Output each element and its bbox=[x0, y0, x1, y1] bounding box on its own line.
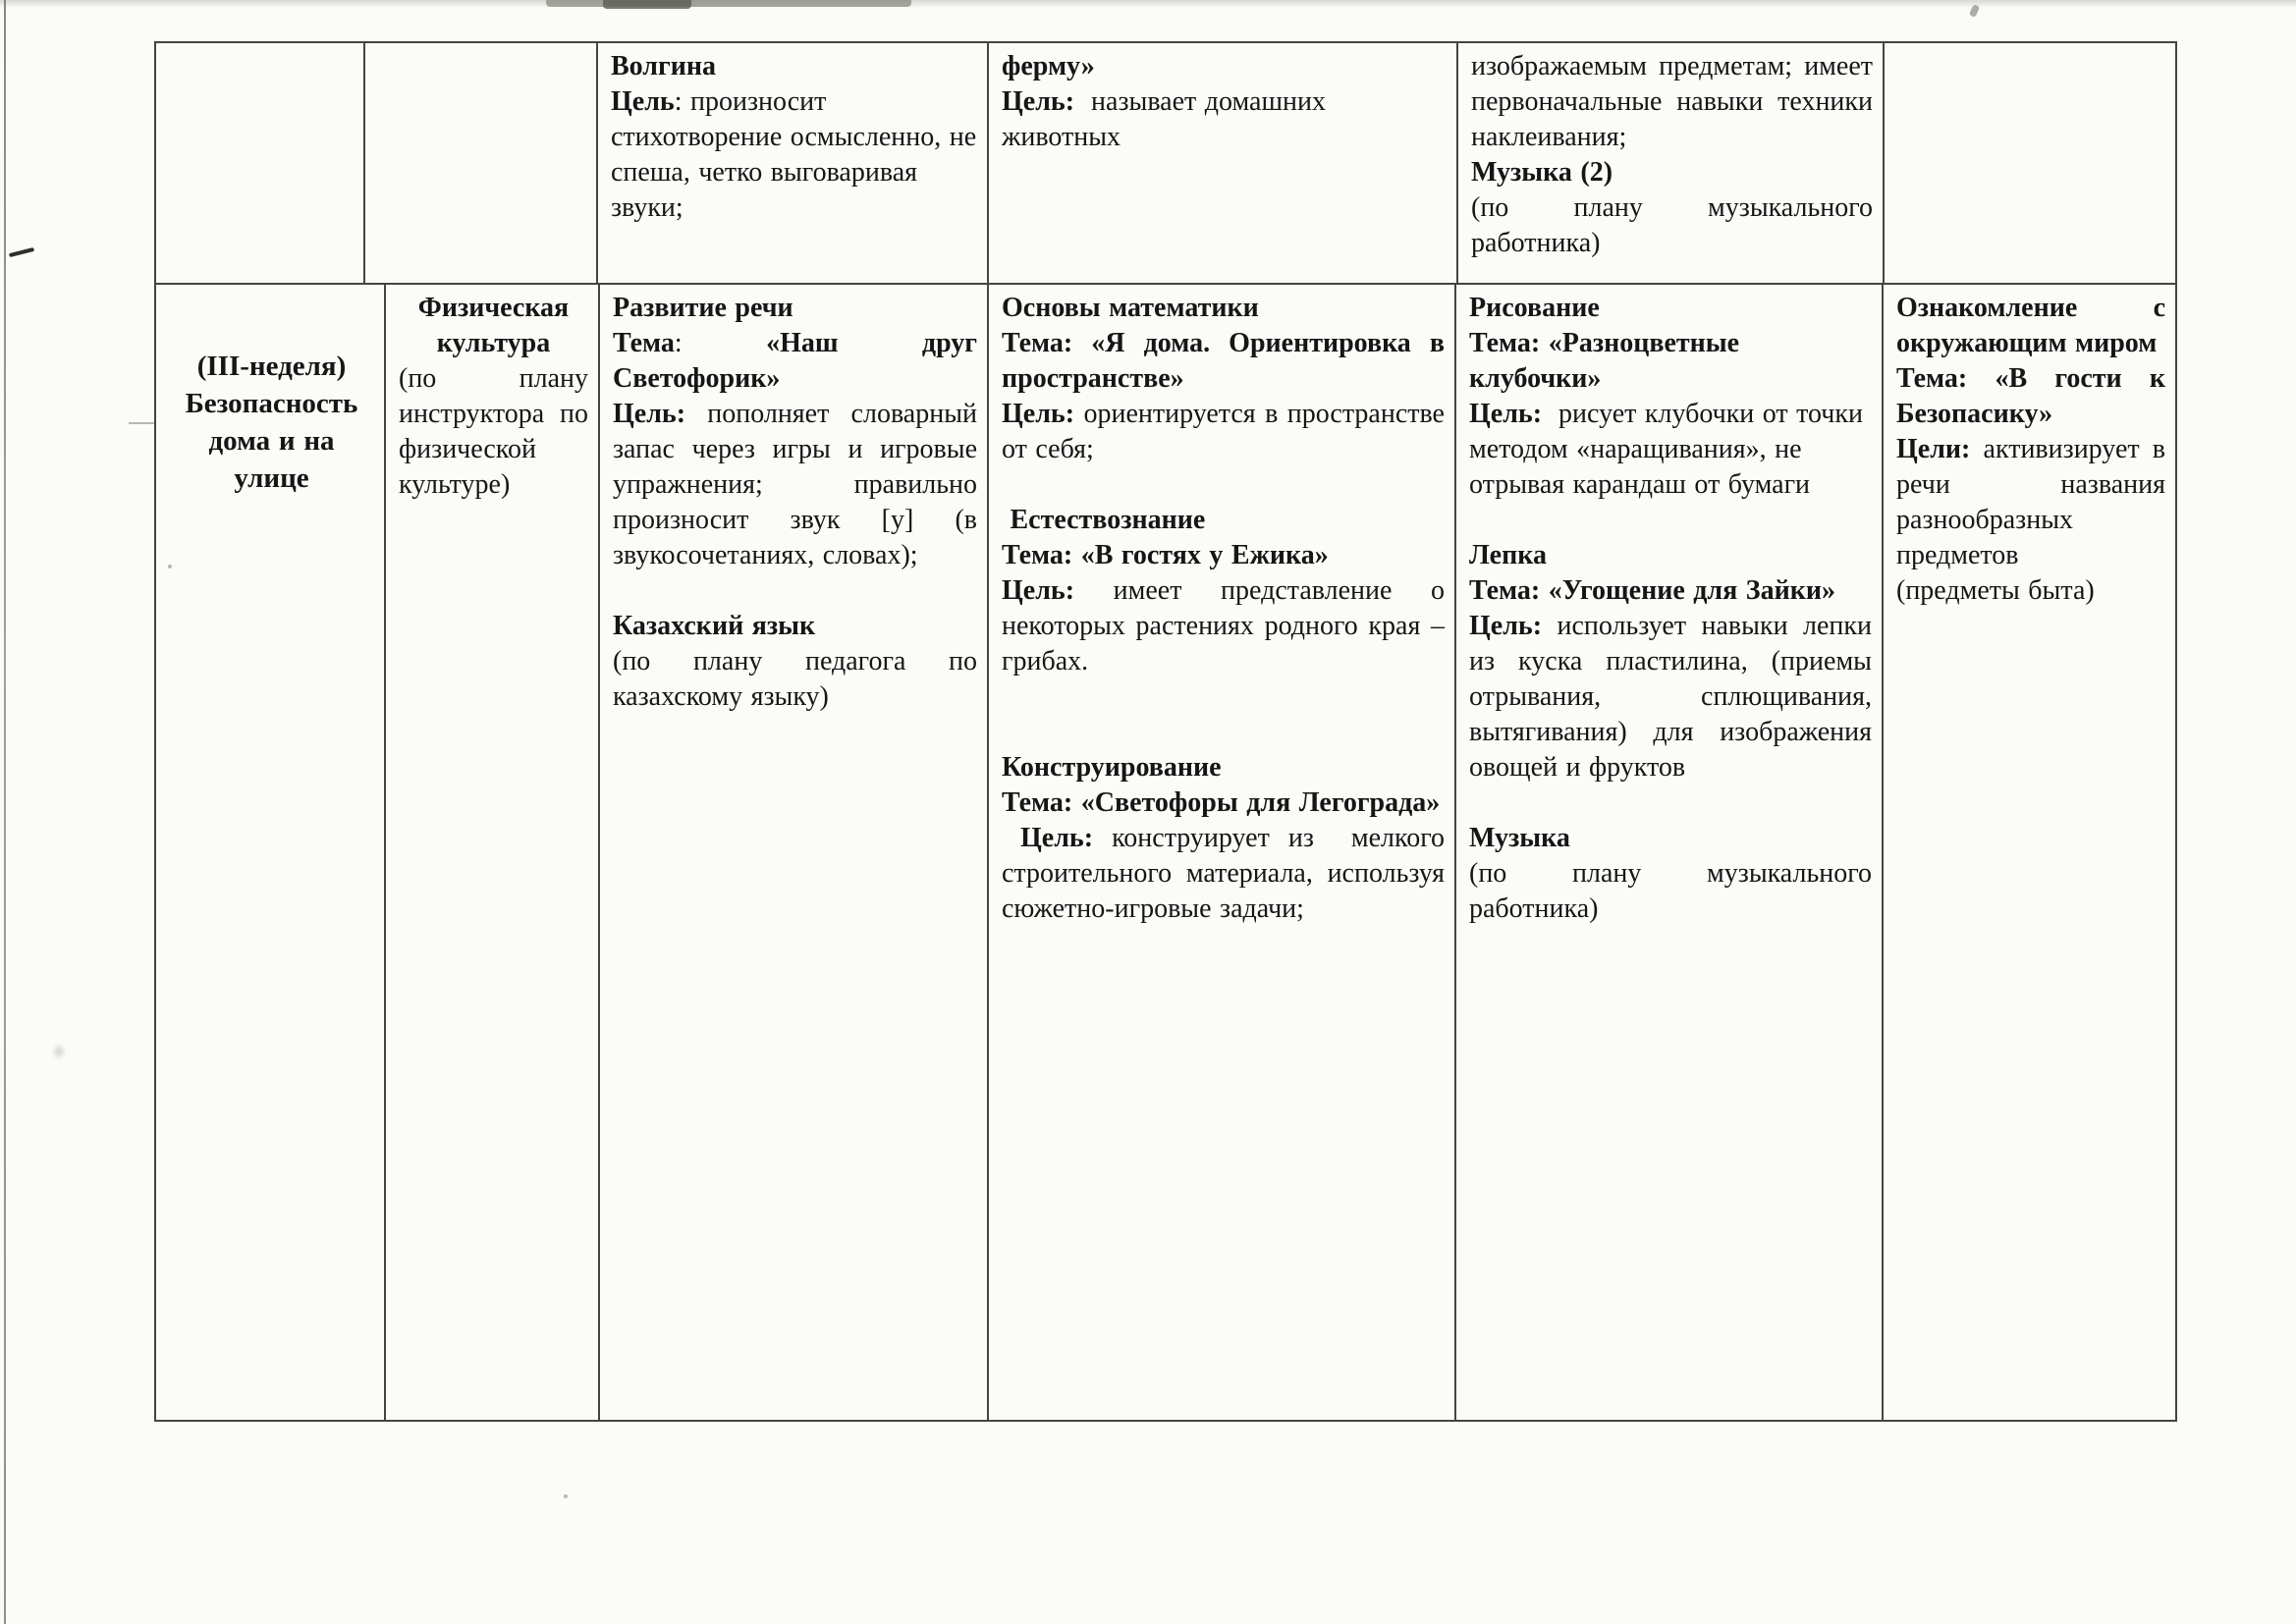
paragraph: Лепка bbox=[1469, 540, 1547, 570]
lesson-plan-table bbox=[154, 41, 2177, 1422]
cell-drawing-modeling-music bbox=[1454, 285, 1882, 1422]
paragraph: Основы математики bbox=[1002, 293, 1259, 323]
paragraph: ферму» bbox=[1002, 51, 1095, 81]
paragraph bbox=[1002, 467, 1445, 503]
cell-environment-familiarization bbox=[1882, 285, 2177, 1422]
paragraph: Тема: «В гости к Безопасику» bbox=[1896, 363, 2165, 429]
paragraph bbox=[1002, 715, 1445, 750]
paragraph: Тема: «Угощение для Зайки» bbox=[1469, 575, 1835, 606]
paragraph: Развитие речи bbox=[613, 293, 793, 323]
paragraph: Цель: использует навыки лепки из куска пластилина, (приемы отрывания, сплющивания, вытягивания) для изображения овощей и фруктов bbox=[1469, 611, 1872, 783]
cell-empty bbox=[363, 41, 596, 285]
cell-speech-development bbox=[598, 285, 987, 1422]
paragraph: Тема: «Я дома. Ориентировка в пространстве» bbox=[1002, 328, 1445, 394]
cell-math-science-construction bbox=[987, 285, 1454, 1422]
pen-dash-mark bbox=[9, 247, 34, 257]
paragraph: Цель: конструирует из мелкого строительного материала, используя сюжетно-игровые задачи; bbox=[1002, 823, 1445, 924]
cell-gluing-and-music bbox=[1456, 41, 1883, 285]
paragraph: изображаемым предметам; имеет первоначальные навыки техники наклеивания; bbox=[1471, 51, 1873, 152]
paragraph: Музыка (2) bbox=[1471, 157, 1613, 188]
paragraph: (по плану инструктора по физической культуре) bbox=[399, 363, 588, 500]
paragraph: (по плану музыкального работника) bbox=[1471, 192, 1873, 258]
cell-week-label bbox=[154, 285, 384, 1422]
paragraph: Тема: «Наш друг Светофорик» bbox=[613, 328, 978, 394]
paragraph: (предметы быта) bbox=[1896, 575, 2095, 606]
paragraph: Ознакомление с окружающим миром bbox=[1896, 293, 2165, 358]
cell-empty bbox=[1883, 41, 2177, 285]
paragraph: Рисование bbox=[1469, 293, 1600, 323]
paragraph: Цель: рисует клубочки от точки методом «наращивания», не отрывая карандаш от бумаги bbox=[1469, 399, 1863, 500]
paragraph: Цели: активизирует в речи названия разнообразных предметов bbox=[1896, 434, 2165, 570]
cell-volgina-goal bbox=[596, 41, 987, 285]
paragraph: Тема: «В гостях у Ежика» bbox=[1002, 540, 1329, 570]
paragraph: (по плану педагога по казахскому языку) bbox=[613, 646, 977, 712]
paragraph: Казахский язык bbox=[613, 611, 816, 641]
table-row-week3 bbox=[154, 285, 2177, 1422]
paragraph: Цель: произносит стихотворение осмысленно, не спеша, четко выговаривая звуки; bbox=[611, 86, 977, 223]
faint-margin-tick bbox=[129, 422, 155, 424]
paragraph: Естествознание bbox=[1002, 505, 1206, 535]
paragraph bbox=[1469, 785, 1872, 821]
paragraph: Тема: «Светофоры для Легограда» bbox=[1002, 787, 1441, 818]
paragraph: Цель: называет домашних животных bbox=[1002, 86, 1326, 152]
paragraph: (по плану музыкального работника) bbox=[1469, 858, 1872, 924]
cell-farm-goal bbox=[987, 41, 1456, 285]
paragraph: Тема: «Разноцветные клубочки» bbox=[1469, 328, 1740, 394]
scan-top-smudge-dark bbox=[603, 0, 691, 9]
faint-smudge-mark bbox=[51, 1043, 67, 1060]
paragraph: Волгина bbox=[611, 51, 716, 81]
paragraph: Цель: имеет представление о некоторых растениях родного края – грибах. bbox=[1002, 575, 1445, 677]
paper-speck bbox=[564, 1494, 568, 1498]
paragraph bbox=[1002, 679, 1445, 715]
table-row-carryover bbox=[154, 41, 2177, 285]
paragraph: Физическая культура bbox=[417, 293, 570, 358]
cell-empty bbox=[154, 41, 363, 285]
cell-physical-culture bbox=[384, 285, 598, 1422]
scan-left-edge-line bbox=[4, 0, 6, 1624]
paragraph bbox=[613, 573, 977, 609]
scan-top-smudge bbox=[546, 0, 911, 7]
paragraph: Цель: пополняет словарный запас через игры и игровые упражнения; правильно произносит звук [у] (в звукосочетаниях, словах); bbox=[613, 399, 977, 570]
paragraph: Конструирование bbox=[1002, 752, 1222, 783]
paragraph: Цель: ориентируется в пространстве от себя; bbox=[1002, 399, 1445, 464]
paragraph: (III-неделя) Безопасность дома и на улице bbox=[185, 351, 358, 494]
paragraph: Музыка bbox=[1469, 823, 1570, 853]
scan-top-edge-shading bbox=[0, 0, 2296, 8]
paragraph bbox=[1469, 503, 1872, 538]
